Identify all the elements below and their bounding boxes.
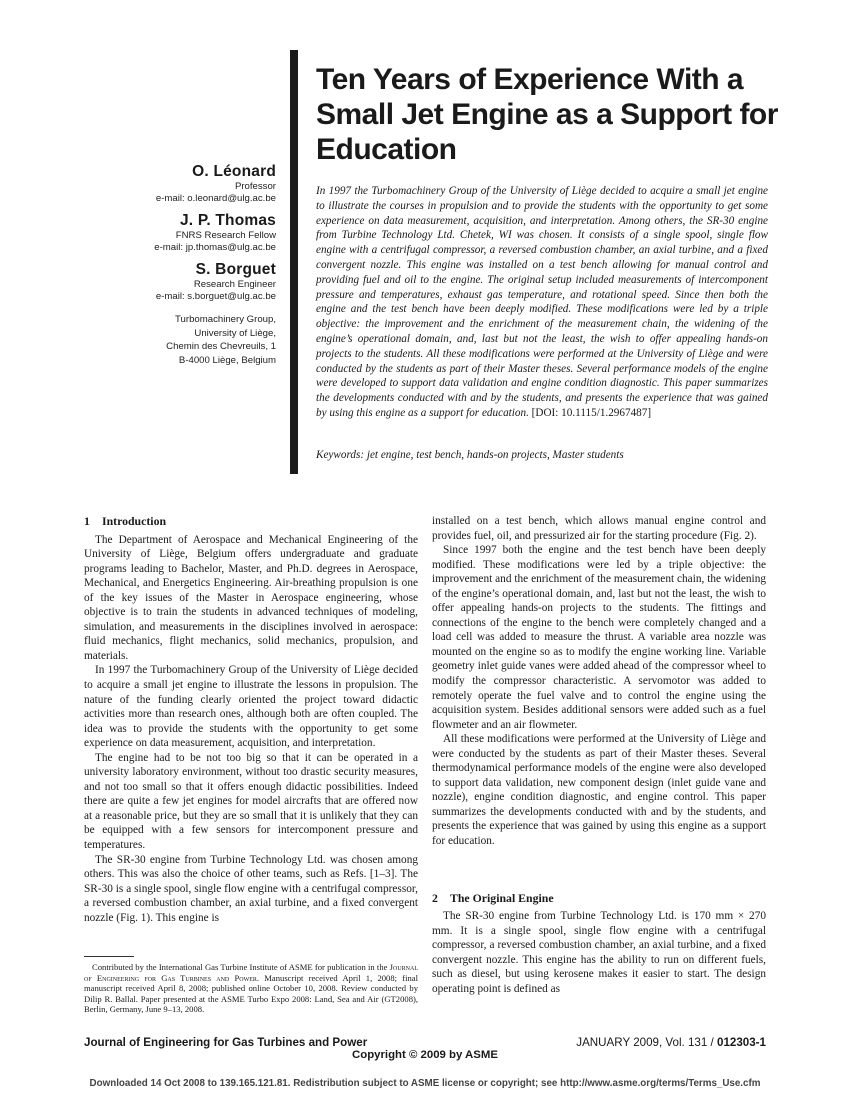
- paragraph: The SR-30 engine from Turbine Technology Ltd. was chosen among others. This was also the choice of other teams, such as Refs. [1–3]. The SR-30 is a single spool, single flow engine with a centrifugal compressor, a reversed combustion chamber, an axial turbine, and a fixed convergent nozzle (Fig. 1). This engine is: [84, 853, 418, 924]
- author-email: e-mail: s.borguet@ulg.ac.be: [155, 291, 276, 302]
- title-divider-bar: [290, 50, 298, 474]
- doi-link[interactable]: [DOI: 10.1115/1.2967487]: [531, 406, 652, 419]
- abstract: [316, 184, 768, 421]
- section-number: 1: [84, 514, 90, 528]
- author-block: [120, 162, 276, 367]
- author-email: e-mail: o.leonard@ulg.ac.be: [155, 193, 276, 204]
- author-3: [120, 260, 276, 303]
- author-role: Research Engineer: [193, 279, 276, 290]
- author-name: S. Borguet: [195, 261, 276, 278]
- affiliation: [120, 313, 276, 367]
- footer-journal-name: Journal of Engineering for Gas Turbines and Power: [84, 1036, 368, 1049]
- footnote-text: Contributed by the International Gas Turbine Institute of ASME for publication in the: [92, 962, 390, 972]
- footnote: [84, 962, 418, 1015]
- author-name: O. Léonard: [192, 163, 276, 180]
- paragraph: Since 1997 both the engine and the test bench have been deeply modified. These modifications were led by a triple objective: the improvement and the enrichment of the measurement chain, the widening of the engine’s operational domain, and, last but not the least, the wish to offer appealing hands-on projects to the students. The fittings and connections of the engine to the bench were completely changed and a load cell was added to measure the thrust. A variable area nozzle was mounted on the engine so as to modify the engine working line. Variable geometry inlet guide vanes were added ahead of the compressor wheel to modify the compressor characteristic. A servomotor was added to remotely operate the fuel valve and to control the engine using the acquisition system. Besides additional sensors were added such as a fuel flowmeter and an air flowmeter.: [432, 544, 766, 731]
- footnote-text: . Manuscript received April 1, 2008; final manuscript received April 8, 2008; published online October 10, 2008. Review conducted by Dilip R. Ballal. Paper presented at the ASME Turbo Expo 2008: Land, Sea and Air (GT2008), Berlin, Germany, June 9–13, 2008.: [84, 972, 418, 1015]
- footer-issue-text: JANUARY 2009, Vol. 131 /: [576, 1036, 717, 1049]
- affiliation-line: Chemin des Chevreuils, 1: [166, 341, 276, 353]
- body-column-right: [432, 514, 766, 996]
- author-role: Professor: [234, 181, 276, 192]
- section-heading: [84, 514, 418, 529]
- paragraph-continuation: installed on a test bench, which allows manual engine control and provides fuel, oil, and pressurized air for the starting procedure (Fig. 2).: [432, 515, 766, 542]
- paragraph: All these modifications were performed at the University of Liège and were conducted by the students as part of their Master theses. Several thermodynamical performance models of the engine were also developed to support data validation, new component design (inlet guide vane and nozzle), engine condition diagnostic, and engine control. This paper summarizes the developments conducted with and by the students, and presents the experience that was gained by using this engine as a support for education.: [432, 733, 766, 848]
- copyright: Copyright © 2009 by ASME: [352, 1049, 498, 1061]
- author-email: e-mail: jp.thomas@ulg.ac.be: [154, 242, 276, 253]
- body-column-left: [84, 514, 418, 925]
- paragraph: The engine had to be not too big so that it can be operated in a university laboratory environment, without too drastic security measures, and not too small so that it offers enough didactic possibilities. Indeed there are quite a few jet engines for model aircrafts that are offered now at a reasonable price, but they are so small that it is unlikely that they can be equipped with a few sensors for intercomponent pressure and temperatures.: [84, 751, 418, 851]
- section-heading: [432, 891, 766, 906]
- section-number: 2: [432, 890, 438, 905]
- section-title: The Original Engine: [450, 890, 554, 905]
- keywords: Keywords: jet engine, test bench, hands-on projects, Master students: [316, 449, 624, 461]
- download-notice: Downloaded 14 Oct 2008 to 139.165.121.81. Redistribution subject to ASME license or copyright; see http://www.asme.org/terms/Terms_Use.cfm: [89, 1078, 761, 1089]
- author-name: J. P. Thomas: [179, 212, 276, 229]
- author-2: [120, 211, 276, 254]
- abstract-text: In 1997 the Turbomachinery Group of the University of Liège decided to acquire a small jet engine to illustrate the courses in propulsion and to provide the students with the opportunity to get some experience on data measurement, acquisition, and interpretation. Among others, the SR-30 engine from Turbine Technology Ltd. Chetek, WI was chosen. It consists of a single spool, single flow engine with a centrifugal compressor, a reversed combustion chamber, an axial turbine, and a fixed convergent nozzle. This engine was installed on a test bench allowing for manual control and providing fuel and oil to the engine. The original setup included measurements of intercomponent pressure and temperatures, exhaust gas temperature, and rotational speed. Since then both the engine and the test bench have been deeply modified. These modifications were led by a triple objective: the improvement and the enrichment of the measurement chain, the widening of the engine’s operational domain, and, last but not the least, the wish to offer appealing hands-on projects to the students. All these modifications were performed at the University of Liège and were conducted by the students as part of their Master theses. Several performance models of the engine were developed to support data validation and engine condition diagnostic. This paper summarizes the developments conducted with and by the students, and presents the experience that was gained by using this engine as a support for education.: [316, 185, 768, 419]
- paragraph: The Department of Aerospace and Mechanical Engineering of the University of Liège, Belgium offers undergraduate and graduate programs leading to Bachelor, Master, and Ph.D. degrees in Aerospace, Mechanical, and Energetics Engineering. Air-breathing propulsion is one of the key issues of the Master in Aerospace engineering, whose objective is to train the students in advanced techniques of modeling, simulation, and measurements in the disciplines involved in aerospace: fluid mechanics, flight mechanics, solid mechanics, propulsion, and materials.: [84, 533, 418, 662]
- paper-title: Ten Years of Experience With a Small Jet Engine as a Support for Education: [316, 63, 778, 166]
- paragraph: In 1997 the Turbomachinery Group of the University of Liège decided to acquire a small jet engine to illustrate the lessons in propulsion. The nature of the funding clearly oriented the project toward didactic activities more than research ones, although both are often coupled. The idea was to provide the students with the opportunity to get some experience on data measurement, acquisition, and interpretation.: [84, 664, 418, 750]
- page-number: 012303-1: [717, 1036, 766, 1049]
- author-1: [120, 162, 276, 205]
- affiliation-line: Turbomachinery Group,: [175, 314, 276, 325]
- footnote-rule: [84, 956, 134, 957]
- footnote-journal: Journal of Engineering for Gas Turbines and Power: [84, 962, 418, 983]
- paragraph: The SR-30 engine from Turbine Technology Ltd. is 170 mm × 270 mm. It is a single spool, single flow engine with a centrifugal compressor, a reversed combustion chamber, an axial turbine, and a fixed convergent nozzle. This engine has the ability to run on different fuels, such as diesel, but using kerosene makes it easier to start. The design operating point is defined as: [432, 910, 766, 995]
- footer-issue: [576, 1036, 766, 1049]
- affiliation-line: University of Liège,: [194, 327, 276, 339]
- author-role: FNRS Research Fellow: [175, 230, 276, 241]
- section-title: Introduction: [102, 514, 167, 528]
- affiliation-line: B-4000 Liège, Belgium: [178, 354, 276, 366]
